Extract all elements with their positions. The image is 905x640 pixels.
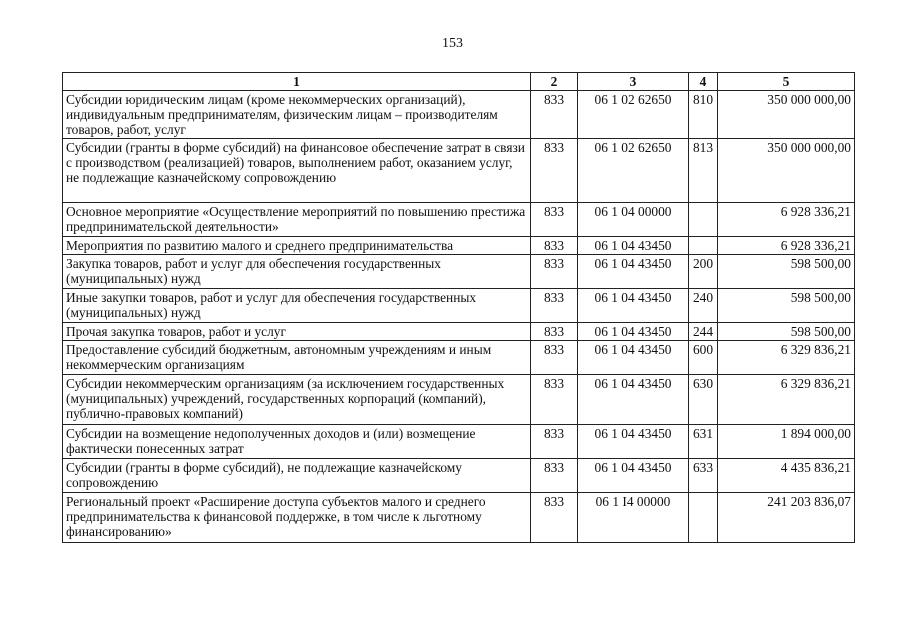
row-expense-type [689,203,718,237]
row-admin-code: 833 [531,203,578,237]
row-admin-code: 833 [531,255,578,289]
column-header-admin-code: 2 [531,73,578,91]
row-target-code: 06 1 04 43450 [578,237,689,255]
row-admin-code: 833 [531,289,578,323]
row-target-code: 06 1 04 43450 [578,375,689,425]
row-target-code: 06 1 04 43450 [578,323,689,341]
row-target-code: 06 1 04 43450 [578,459,689,493]
row-amount: 1 894 000,00 [718,425,855,459]
row-name: Прочая закупка товаров, работ и услуг [63,323,531,341]
row-name: Субсидии некоммерческим организациям (за исключением государственных (муниципальных) учреждений, государственных корпораций (компаний), публично-правовых компаний) [63,375,531,425]
row-expense-type [689,237,718,255]
row-target-code: 06 1 04 43450 [578,425,689,459]
row-target-code: 06 1 04 43450 [578,255,689,289]
row-target-code: 06 1 04 43450 [578,341,689,375]
row-name: Предоставление субсидий бюджетным, автономным учреждениям и иным некоммерческим организациям [63,341,531,375]
row-admin-code: 833 [531,323,578,341]
table-row [63,375,855,425]
row-expense-type [689,493,718,543]
row-admin-code: 833 [531,139,578,203]
row-expense-type: 240 [689,289,718,323]
row-admin-code: 833 [531,493,578,543]
row-expense-type: 600 [689,341,718,375]
row-amount: 350 000 000,00 [718,139,855,203]
row-name: Субсидии на возмещение недополученных доходов и (или) возмещение фактически понесенных затрат [63,425,531,459]
table-row [63,425,855,459]
table-row [63,203,855,237]
row-expense-type: 244 [689,323,718,341]
row-admin-code: 833 [531,425,578,459]
row-target-code: 06 1 02 62650 [578,91,689,139]
table-row [63,289,855,323]
table-row [63,139,855,203]
row-amount: 598 500,00 [718,255,855,289]
row-target-code: 06 1 02 62650 [578,139,689,203]
table-row [63,341,855,375]
row-expense-type: 631 [689,425,718,459]
row-admin-code: 833 [531,459,578,493]
row-target-code: 06 1 I4 00000 [578,493,689,543]
row-name: Субсидии юридическим лицам (кроме некоммерческих организаций), индивидуальным предпринимателям, физическим лицам – производителям товаров, работ, услуг [63,91,531,139]
row-amount: 4 435 836,21 [718,459,855,493]
row-amount: 6 329 836,21 [718,341,855,375]
row-expense-type: 813 [689,139,718,203]
budget-table [62,72,855,543]
row-amount: 6 928 336,21 [718,237,855,255]
row-amount: 241 203 836,07 [718,493,855,543]
row-expense-type: 633 [689,459,718,493]
row-name: Субсидии (гранты в форме субсидий), не подлежащие казначейскому сопровождению [63,459,531,493]
table-row [63,323,855,341]
row-admin-code: 833 [531,375,578,425]
row-amount: 6 928 336,21 [718,203,855,237]
table-header-row [63,73,855,91]
row-admin-code: 833 [531,237,578,255]
row-target-code: 06 1 04 00000 [578,203,689,237]
row-name: Иные закупки товаров, работ и услуг для обеспечения государственных (муниципальных) нужд [63,289,531,323]
row-amount: 598 500,00 [718,289,855,323]
table-row [63,459,855,493]
row-name: Закупка товаров, работ и услуг для обеспечения государственных (муниципальных) нужд [63,255,531,289]
column-header-expense-type: 4 [689,73,718,91]
row-target-code: 06 1 04 43450 [578,289,689,323]
row-amount: 350 000 000,00 [718,91,855,139]
row-admin-code: 833 [531,341,578,375]
table-row [63,91,855,139]
table-row [63,237,855,255]
column-header-target-code: 3 [578,73,689,91]
row-expense-type: 630 [689,375,718,425]
row-amount: 598 500,00 [718,323,855,341]
table-row [63,255,855,289]
column-header-name: 1 [63,73,531,91]
row-expense-type: 200 [689,255,718,289]
row-amount: 6 329 836,21 [718,375,855,425]
row-name: Субсидии (гранты в форме субсидий) на финансовое обеспечение затрат в связи с производством (реализацией) товаров, выполнением работ, оказанием услуг, не подлежащие казначейскому сопровождению [63,139,531,203]
table-row [63,493,855,543]
row-expense-type: 810 [689,91,718,139]
row-name: Основное мероприятие «Осуществление мероприятий по повышению престижа предпринимательской деятельности» [63,203,531,237]
column-header-amount: 5 [718,73,855,91]
row-name: Региональный проект «Расширение доступа субъектов малого и среднего предпринимательства к финансовой поддержке, в том числе к льготному финансированию» [63,493,531,543]
row-admin-code: 833 [531,91,578,139]
row-name: Мероприятия по развитию малого и среднего предпринимательства [63,237,531,255]
page-number: 153 [442,36,463,51]
